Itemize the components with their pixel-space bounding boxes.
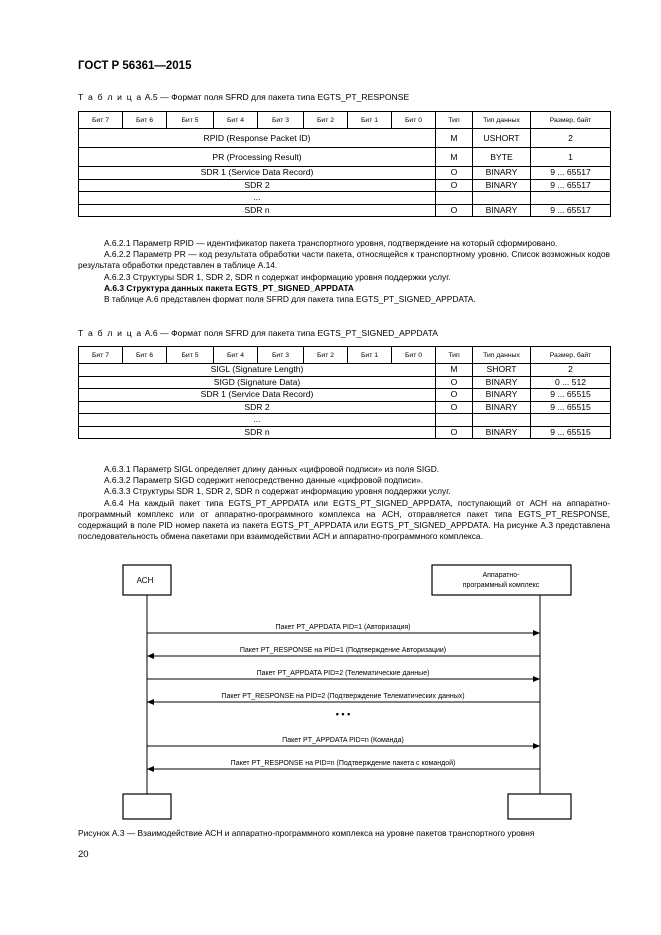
header-cell: Тип данных <box>473 112 531 129</box>
cell-type: O <box>436 426 473 439</box>
page-header-title: ГОСТ Р 56361—2015 <box>78 60 192 72</box>
cell-size: 9 ... 65517 <box>531 204 611 217</box>
right-box-label-line2: программный комплекс <box>462 582 540 589</box>
header-cell: Тип <box>436 112 473 129</box>
table-a5-caption-prefix: Т а б л и ц а <box>78 92 143 102</box>
header-cell: Размер, байт <box>531 347 611 364</box>
cell-size: 1 <box>531 148 611 167</box>
paragraph-a621: А.6.2.1 Параметр RPID — идентификатор пакета транспортного уровня, подтверждение на который сформировано. <box>104 238 558 248</box>
header-cell: Бит 0 <box>392 347 436 364</box>
cell-dtype: BYTE <box>473 148 531 167</box>
message-label: Пакет PT_RESPONSE на PID=n (Подтверждение пакета с командой) <box>230 760 456 767</box>
cell-dtype: USHORT <box>473 129 531 148</box>
cell-name: SIGL (Signature Length) <box>79 364 436 377</box>
cell-type: O <box>436 401 473 414</box>
message-label: Пакет PT_APPDATA PID=n (Команда) <box>282 737 404 744</box>
cell-type: O <box>436 179 473 192</box>
cell-name: SDR 2 <box>79 401 436 414</box>
header-cell: Бит 1 <box>348 347 392 364</box>
cell-name: SDR n <box>79 204 436 217</box>
header-cell: Бит 7 <box>79 112 123 129</box>
cell-type: O <box>436 204 473 217</box>
message-arrowhead <box>147 699 154 705</box>
table-a6-caption-prefix: Т а б л и ц а <box>78 328 143 338</box>
header-cell: Бит 0 <box>392 112 436 129</box>
left-box-label: АСН <box>136 576 154 585</box>
message-arrowhead <box>533 676 540 682</box>
cell-name: ... <box>79 192 436 205</box>
cell-dtype: BINARY <box>473 167 531 180</box>
right-box-label-line1: Аппаратно- <box>482 572 520 579</box>
header-cell: Бит 2 <box>304 112 348 129</box>
cell-size: 9 ... 65517 <box>531 167 611 180</box>
cell-type: O <box>436 389 473 402</box>
message-arrowhead <box>147 766 154 772</box>
message-label: Пакет PT_APPDATA PID=2 (Телематические данные) <box>256 670 430 677</box>
header-cell: Размер, байт <box>531 112 611 129</box>
cell-type: O <box>436 167 473 180</box>
header-cell: Бит 4 <box>214 112 258 129</box>
cell-size: 2 <box>531 364 611 377</box>
paragraph-a64: А.6.4 На каждый пакет типа EGTS_PT_APPDATA или EGTS_PT_SIGNED_APPDATA, поступающий от АСН на аппаратно-программный комплекс или от аппаратно-программного комплекса на АСН, отправляется пакет типа EGTS_PT_RESPONSE, содержащий в поле PID номер пакета из пакета EGTS_PT_APPDATA или EGTS_PT_SIGNED_APPDATA. На рисунке А.3 представлена последовательность обмена пакетами при взаимодействии АСН и аппаратно-программного комплекса. <box>78 497 610 542</box>
cell-name: PR (Processing Result) <box>79 148 436 167</box>
cell-size: 9 ... 65515 <box>531 389 611 402</box>
figure-caption: Рисунок А.3 — Взаимодействие АСН и аппаратно-программного комплекса на уровне пакетов транспортного уровня <box>78 828 535 838</box>
cell-dtype: BINARY <box>473 204 531 217</box>
header-cell: Бит 5 <box>167 112 214 129</box>
right-box-top <box>432 565 571 595</box>
cell-name: SDR n <box>79 426 436 439</box>
header-cell: Тип данных <box>473 347 531 364</box>
header-cell: Бит 4 <box>214 347 258 364</box>
header-cell: Бит 3 <box>258 112 304 129</box>
cell-type: M <box>436 129 473 148</box>
left-box-bottom <box>123 794 171 819</box>
diagram-ellipsis: • • • <box>335 709 351 719</box>
table-a6-caption-text: А.6 — Формат поля SFRD для пакета типа EGTS_PT_SIGNED_APPDATA <box>144 328 438 338</box>
header-cell: Бит 7 <box>79 347 123 364</box>
cell-name: RPID (Response Packet ID) <box>79 129 436 148</box>
heading-a63: А.6.3 Структура данных пакета EGTS_PT_SIGNED_APPDATA <box>104 282 354 293</box>
cell-size: 0 ... 512 <box>531 376 611 389</box>
message-arrowhead <box>533 630 540 636</box>
cell-type: M <box>436 148 473 167</box>
cell-name: SDR 2 <box>79 179 436 192</box>
header-cell: Бит 6 <box>123 112 167 129</box>
cell-name: SDR 1 (Service Data Record) <box>79 167 436 180</box>
paragraph-a631: А.6.3.1 Параметр SIGL определяет длину данных «цифровой подписи» из поля SIGD. <box>104 464 440 474</box>
paragraph-a63-intro: В таблице А.6 представлен формат поля SFRD для пакета типа EGTS_PT_SIGNED_APPDATA. <box>104 294 476 305</box>
paragraph-a622: А.6.2.2 Параметр PR — код результата обработки части пакета, относящейся к транспортному уровню. Список возможных кодов результата обработки представлен в таблице А.14. <box>78 249 610 271</box>
cell-dtype: BINARY <box>473 401 531 414</box>
cell-name: SDR 1 (Service Data Record) <box>79 389 436 402</box>
cell-type: O <box>436 376 473 389</box>
cell-name: ... <box>79 414 436 427</box>
header-cell: Бит 1 <box>348 112 392 129</box>
cell-size: 2 <box>531 129 611 148</box>
message-arrowhead <box>533 743 540 749</box>
paragraph-a633: А.6.3.3 Структуры SDR 1, SDR 2, SDR n содержат информацию уровня поддержки услуг. <box>104 486 451 497</box>
header-cell: Бит 2 <box>304 347 348 364</box>
cell-size: 9 ... 65515 <box>531 426 611 439</box>
cell-dtype: SHORT <box>473 364 531 377</box>
message-label: Пакет PT_RESPONSE на PID=2 (Подтверждение Телематических данных) <box>221 693 465 700</box>
cell-size: 9 ... 65517 <box>531 179 611 192</box>
right-box-bottom <box>508 794 571 819</box>
paragraph-a623: А.6.2.3 Структуры SDR 1, SDR 2, SDR n содержат информацию уровня поддержки услуг. <box>104 271 451 282</box>
cell-dtype: BINARY <box>473 376 531 389</box>
message-arrowhead <box>147 653 154 659</box>
cell-dtype: BINARY <box>473 389 531 402</box>
message-label: Пакет PT_RESPONSE на PID=1 (Подтверждение Авторизации) <box>239 647 447 654</box>
page-number: 20 <box>78 849 89 860</box>
table-a5-caption-text: А.5 — Формат поля SFRD для пакета типа EGTS_PT_RESPONSE <box>144 92 410 102</box>
cell-size: 9 ... 65515 <box>531 401 611 414</box>
cell-dtype: BINARY <box>473 426 531 439</box>
header-cell: Тип <box>436 347 473 364</box>
cell-name: SIGD (Signature Data) <box>79 376 436 389</box>
paragraph-a632: А.6.3.2 Параметр SIGD содержит непосредственно данные «цифровой подписи». <box>104 475 424 486</box>
cell-type: M <box>436 364 473 377</box>
header-cell: Бит 5 <box>167 347 214 364</box>
header-cell: Бит 3 <box>258 347 304 364</box>
header-cell: Бит 6 <box>123 347 167 364</box>
message-label: Пакет PT_APPDATA PID=1 (Авторизация) <box>275 624 411 631</box>
cell-dtype: BINARY <box>473 179 531 192</box>
